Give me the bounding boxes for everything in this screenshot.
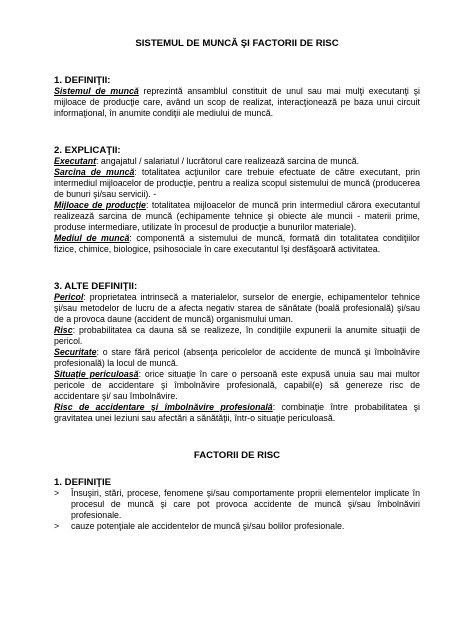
term-text: : proprietatea intrinsecă a materialelor, surselor de energie, echipamentelor tehnice şi/sau metodelor de lucru de a afecta negativ starea de sănătate (boală profesională) şi/sau de a provoca daune (accident de muncă) organismului uman. xyxy=(54,292,420,324)
term-text: : totalitatea mijloacelor de muncă prin intermediul cărora executantul realizează sarcina de muncă (echipamente tehnice şi obiecte ale muncii - materii prime, produse intermediare, utilizate în procesul de producţie a bunurilor materiale). xyxy=(54,200,420,232)
term-text: : componentă a sistemului de muncă, formată din totalitatea condiţiilor fizice, chimice, biologice, psihosociale în care executantul îşi desfăşoară activitatea. xyxy=(54,233,420,254)
explanation-mediul-de-munca xyxy=(54,233,420,255)
term-text: : probabilitatea ca dauna să se realizeze, în condiţiile expunerii la anumite situaţii de pericol. xyxy=(54,325,420,346)
term-label: Mediul de muncă xyxy=(54,233,130,243)
explanation-sarcina-de-munca xyxy=(54,167,420,200)
factors-title: FACTORII DE RISC xyxy=(193,450,281,461)
term-text: : combinaţie între probabilitatea şi gravitatea unei leziuni sau afectări a sănătăţii, într-o situaţie periculoasă. xyxy=(54,402,420,423)
factors-heading: 1. DEFINIŢIE xyxy=(54,477,112,488)
arrow-bullet: > xyxy=(54,488,60,498)
term-label: Executant xyxy=(54,156,97,166)
section-3-heading: 3. ALTE DEFINIŢII: xyxy=(54,281,138,292)
term-text: : o stare fără pericol (absenţa pericolelor de accidente de muncă şi îmbolnăvire profesională) la locul de muncă. xyxy=(54,347,420,368)
list-item xyxy=(54,488,420,521)
document-title: SISTEMUL DE MUNCĂ ŞI FACTORII DE RISC xyxy=(135,38,339,49)
arrow-bullet: > xyxy=(54,521,60,531)
term-text: : totalitatea acţiunilor care trebuie efectuate de către executant, prin intermediul mijloacelor de producţie, pentru a realiza scopul sistemului de muncă (producerea de bunuri şi/sau servicii). - xyxy=(54,167,420,199)
definition-risc xyxy=(54,325,420,347)
definition-situatie-periculoasa xyxy=(54,369,420,402)
list-item-text: cauze potenţiale ale accidentelor de muncă şi/sau bolilor profesionale. xyxy=(71,521,345,531)
term-text: : angajatul / salariatul / lucrătorul care realizează sarcina de muncă. xyxy=(96,156,360,166)
list-item-text: Însuşiri, stări, procese, fenomene şi/sau comportamente proprii elementelor implicate în procesul de muncă şi care pot provoca accidente de muncă şi/sau îmbolnăviri profesionale. xyxy=(71,488,420,520)
list-item xyxy=(54,521,420,532)
section-2-heading: 2. EXPLICAŢII: xyxy=(54,145,121,156)
term-label: Sarcina de muncă xyxy=(54,167,135,177)
definition-risc-de-accidentare xyxy=(54,402,420,424)
explanation-executant xyxy=(54,156,420,167)
definition-sistem-de-munca xyxy=(54,86,420,119)
term-label: Pericol xyxy=(54,292,84,302)
term-label: Situaţie periculoasă xyxy=(54,369,139,379)
explanation-mijloace-de-productie xyxy=(54,200,420,233)
term-label: Sistemul de muncă xyxy=(54,86,139,96)
term-label: Mijloace de producţie xyxy=(54,200,146,210)
term-label: Securitate xyxy=(54,347,97,357)
term-text: reprezintă ansamblul constituit de unul sau mai mulţi executanţi şi mijloace de producţie care, având un scop de realizat, interacţionează pe baza unui circuit informaţional, în anumite condiţii ale mediului de muncă. xyxy=(54,86,420,118)
term-label: Risc xyxy=(54,325,73,335)
term-text: : orice situaţie în care o persoană este expusă unuia sau mai multor pericole de accidentare şi îmbolnăvire profesională, capabil(e) să genereze risc de accidentare şi/ sau îmbolnăvire. xyxy=(54,369,420,401)
definition-securitate xyxy=(54,347,420,369)
section-1-heading: 1. DEFINIŢII: xyxy=(54,75,111,86)
definition-pericol xyxy=(54,292,420,325)
factors-list xyxy=(54,488,420,532)
term-label: Risc de accidentare şi îmbolnăvire profesională xyxy=(54,402,273,412)
